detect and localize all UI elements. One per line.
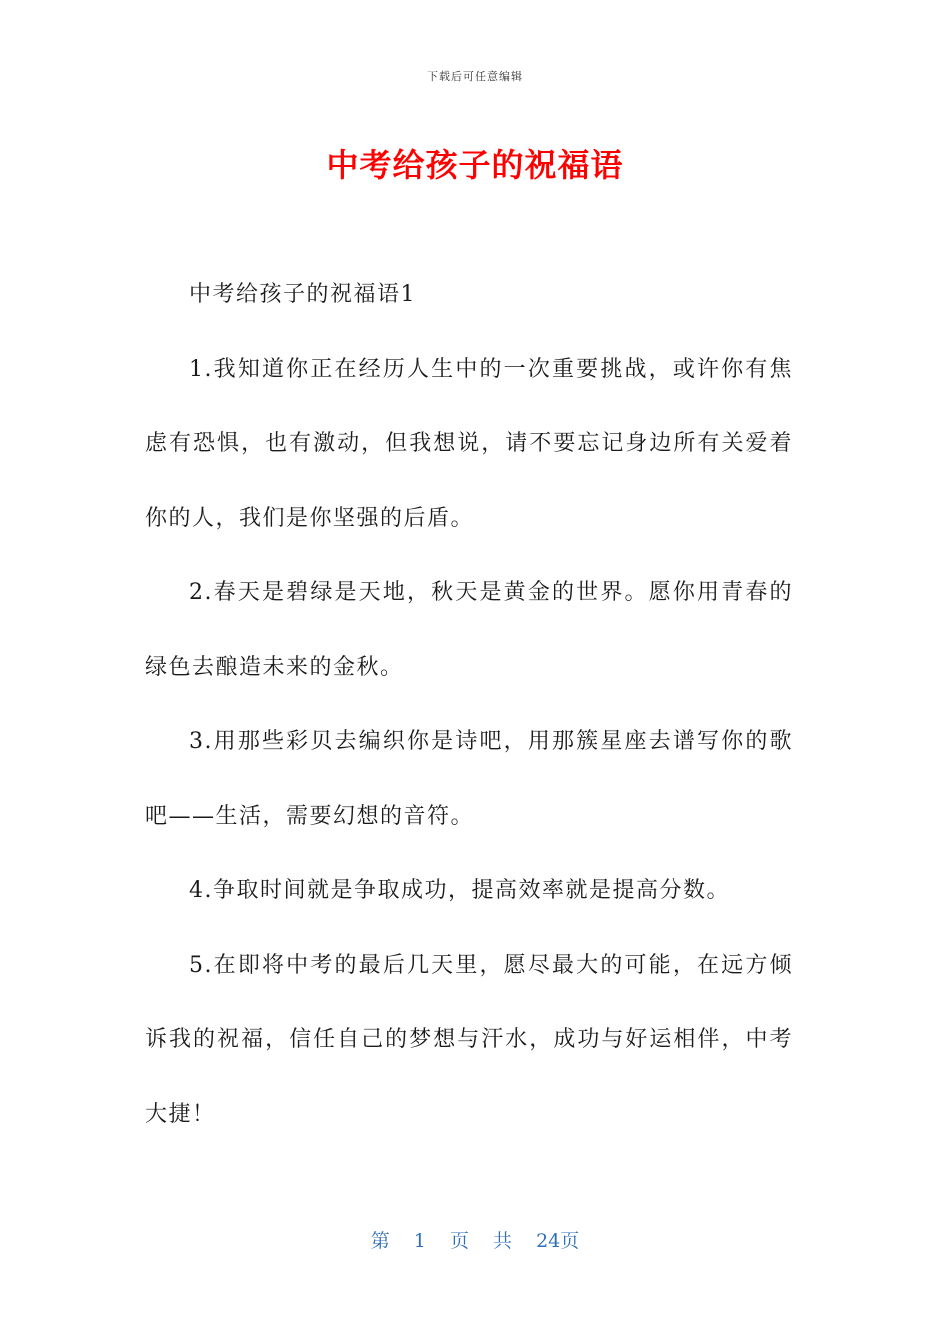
paragraph-1: 1.我知道你正在经历人生中的一次重要挑战，或许你有焦虑有恐惧，也有激动，但我想说，请不要忘记身边所有关爱着你的人，我们是你坚强的后盾。 [145, 356, 793, 531]
footer-current-page: 1 [413, 1230, 426, 1252]
footer-total-word: 共 [493, 1230, 513, 1252]
section-heading: 中考给孩子的祝福语1 [189, 282, 416, 307]
paragraph-4: 4.争取时间就是争取成功，提高效率就是提高分数。 [189, 878, 730, 903]
footer-total-pages: 24页 [536, 1230, 580, 1252]
document-body [145, 258, 793, 1152]
paragraph-3: 3.用那些彩贝去编织你是诗吧，用那簇星座去谱写你的歌吧——生活，需要幻想的音符。 [145, 729, 793, 829]
paragraph-5: 5.在即将中考的最后几天里，愿尽最大的可能，在远方倾诉我的祝福，信任自己的梦想与汗水，成功与好运相伴，中考大捷！ [145, 952, 793, 1127]
page-footer [0, 1226, 950, 1253]
footer-page-word: 页 [449, 1230, 469, 1252]
paragraph-2: 2.春天是碧绿是天地，秋天是黄金的世界。愿你用青春的绿色去酿造未来的金秋。 [145, 580, 793, 680]
page-header-note: 下载后可任意编辑 [427, 70, 523, 83]
document-title: 中考给孩子的祝福语 [326, 146, 624, 184]
footer-prefix: 第 [370, 1230, 390, 1252]
